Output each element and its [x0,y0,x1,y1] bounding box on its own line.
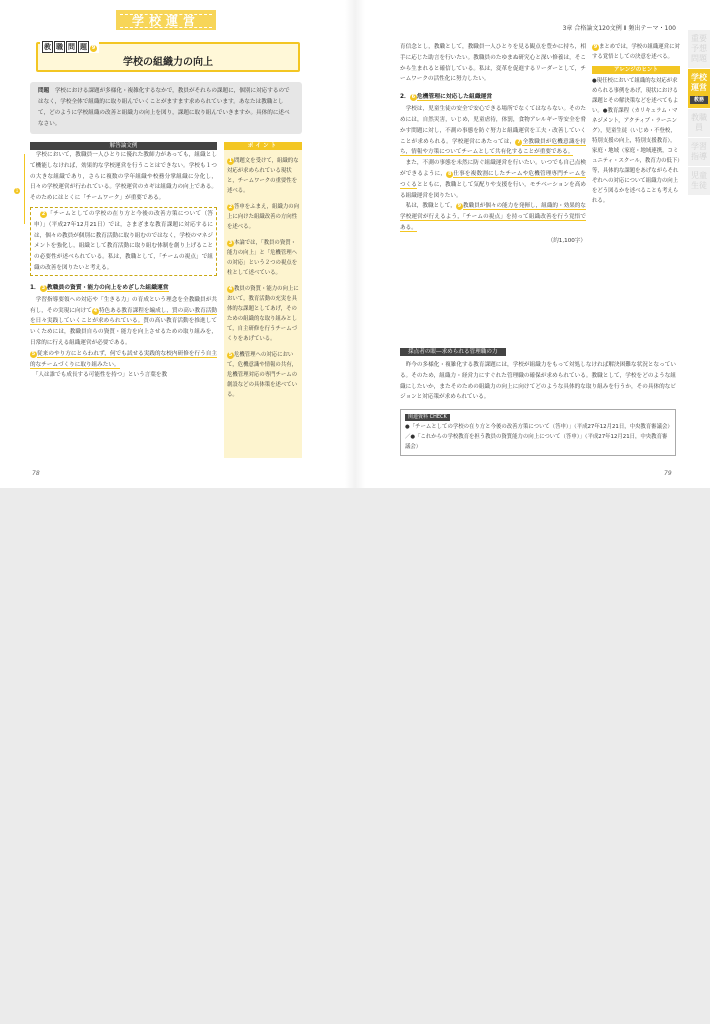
answer-paragraph-3: 学習指導要領への対応や「生きる力」の育成という理念を全教職員が共有し，その実現に向けて 4 特色ある教育課程を編成し，質の高い教育活動を日々実践していくことが求められている。質の高い教育活動を推進していくためには，教職員自らの資質・能力を向上させるための取り組みを，日常的に行える組織運営が必要である。 [30,296,217,346]
grader-label: 採点者の眼―求められる管理職の力 [400,348,506,356]
side-tab-instruction[interactable]: 学習指導 [688,138,710,166]
title-box [36,42,300,72]
section-heading-1: 1． 3 教職員の資質・能力の向上をめざした組織運営 [30,284,169,291]
grader-text: 昨今の多様化・複雑化する教育課題には，学校が組織力をもって対処しなければ解決困難な状況となっている。そのため，組織力・経営力にすぐれた管理職の確保が求められている。教職として，学校をどのような組織にしたいか，またそのための組織力の向上に向けてどのような具体的な取り組みを行うか，その具体的なビジョンと対応策が求められている。 [400,362,676,401]
problem-label: 問題 [38,88,50,94]
point-item: 3 本論では，「教員の資質・能力の向上」と「危機管理への対応」という２つの視点を柱として述べている。 [227,240,298,276]
check-label: 関連資料 CHECK [405,414,450,421]
section-heading-2: 2． 6 危機管理に対応した組織運営 [400,94,493,101]
answer-paragraph-2: 2 「チームとしての学校の在り方と今後の改善方策について（答申）」（平成27年12月21日）では，さまざまな教育課題に対応するには，個々の教員が個別に教育活動に取り組むのではなく，学校のマネジメントを強化し，組織として教育活動に取り組む体制を創り上げることの必要性が述べられている。私は，教職として，「チームの視点」で組織の改善を図りたいと考える。 [30,207,217,276]
category-chip: 学校運営 [116,10,216,30]
title-tag: 教 職 問 題 9 [40,41,99,53]
answer-paragraph-9: 私は，教職として， 9 教職員が個々の能力を発揮し，組織的・効果的な学校運営が行えるよう，「チームの視点」を持って組織改善を行う覚悟である。 [400,203,586,231]
summary-point: 9 まとめでは，学校の組織運営に対する覚悟としての決意を述べる。 [592,44,680,60]
problem-text: 学校における課題が多様化・複雑化するなかで，教員がそれらの課題に，個別に対応するのではなく，学校全体で組織的に取り組んでいくことがますます求められています。あなたは教職として，どのように学校組織の改善と組織力の向上を図り，課題に取り組んでいきますか。具体的に述べなさい。 [38,88,290,127]
answer-paragraph-6: 育信念とし，教職として，教職員一人ひとりを見る観点を豊かに持ち，相手に応じた助言を行いたい。教職員のたゆまぬ研究心と深い修養は，そこから生まれると確信している。私は，変革を促進するリーダーとして，チームワークの活性化に努力したい。 [400,44,586,83]
margin-line [24,154,25,224]
grader-section [400,338,676,456]
gutter-shadow [345,0,365,488]
word-count: （約1,100字） [547,237,586,244]
side-tab-students[interactable]: 児童生徒 [688,167,710,195]
point-item: 2 答申をふまえ，組織力の向上に向けた組織改善の方向性を述べる。 [227,204,300,230]
arrange-text: ●現任校において組織的な対応が求められる事例をあげ，現状における課題とその解決策などを述べてもよい。●教育課程（カリキュラム・マネジメント，アクティブ・ラーニング），児童生徒（いじめ・不登校，特別支援の向上，特別支援教育），家庭・地域（家庭・地域連携，コミュニティ・スクール，教育力の低下）等，具体的な課題をあげながらそれぞれへの対応について組織力の向上をどう図るかを述べることも考えられる。 [592,78,680,204]
page-title: 学校の組織力の向上 [123,57,213,68]
book-spread [0,0,710,488]
page-number-right: 79 [664,470,672,477]
side-tab-staff[interactable]: 教職員 [688,109,710,137]
arrange-heading: アレンジのヒント [592,66,680,74]
answer-paragraph-4: 5 従来のやり方にとらわれず，何でも試せる実践的な校内研修を行う自主的なチームづくりに取り組みたい。 [30,350,217,368]
running-head: 3章 合格論文120文例 Ⅱ 頻出テーマ・100 [562,25,676,32]
side-tab-school-management[interactable]: 学校運営 教務 [688,69,710,108]
point-item: 4 教員の資質・能力の向上において，教育活動の充実を具体的な課題としてあげ，そのための組織的な取り組みとして，自主研修を行うチームづくりをあげている。 [227,286,299,342]
page-number-left: 78 [32,470,40,477]
side-tab-sub: 教務 [690,96,708,104]
answer-paragraph-5: 「人は誰でも成長する可能性を持つ」という言葉を教 [35,372,168,379]
check-text: ●「チームとしての学校の在り方と今後の改善方策について（答申）」（平成27年12月21日，中央教育審議会）／●「これからの学校教育を担う教員の資質能力の向上について（答申）」（平成27年12月21日，中央教育審議会） [405,424,671,451]
side-tab-important[interactable]: 重要予想問題 [688,30,710,68]
problem-box [30,82,302,134]
title-num: 9 [91,45,96,51]
margin-mark: 1 [15,188,19,193]
answer-paragraph-8: また，不測の事態を未然に防ぐ組織運営を行いたい。いつでも自己点検ができるように， 8 仕事を複数割にしたチームや危機管理専門チームをつくるとともに，教職として気配りや支援を行い，モチベーションを高める組織運営を図りたい。 [400,160,586,199]
point-item: 1 問題文を受けて，組織的な対応が求められている現状と，チームワークの重要性を述べる。 [227,158,299,194]
answer-heading: 解答論文例 [30,142,217,150]
point-item: 5 危機管理への対応において，危機意識や情報の共有，危機管理対応の専門チームの創設などの具体策を述べている。 [227,352,298,398]
answer-column-continued [400,42,586,244]
reference-check-box [400,409,676,456]
point-column [224,142,302,458]
arrange-column [592,42,680,206]
answer-column [30,142,217,381]
answer-paragraph-7: 学校は，児童生徒の安全で安心できる場所でなくてはならない。そのためには，自然災害，いじめ，児童虐待，体罰，食物アレルギー等安全を脅かす問題に対し，不測の事態を防ぐ努力と組織運営を工夫・改善していくことが求められる。学校運営にあたっては， 7 全教職員が危機意識を持ち，情報や方策についてチームとして共有化することが重要である。 [400,106,586,156]
point-heading: ポイント [224,142,302,150]
side-tabs [688,30,710,196]
answer-paragraph-1: 学校において，教職員一人ひとりに優れた教師力があっても，組織として機能しなければ，効果的な学校運営を行うことはできない。学校も１つの大きな組織であり，さらに複数の学年組織や校務分掌組織に分化し，日々の学校運営が行われている。学校運営のカギは組織力の向上である。そのためにはとくに「チームワーク」が重要である。 [30,152,217,202]
